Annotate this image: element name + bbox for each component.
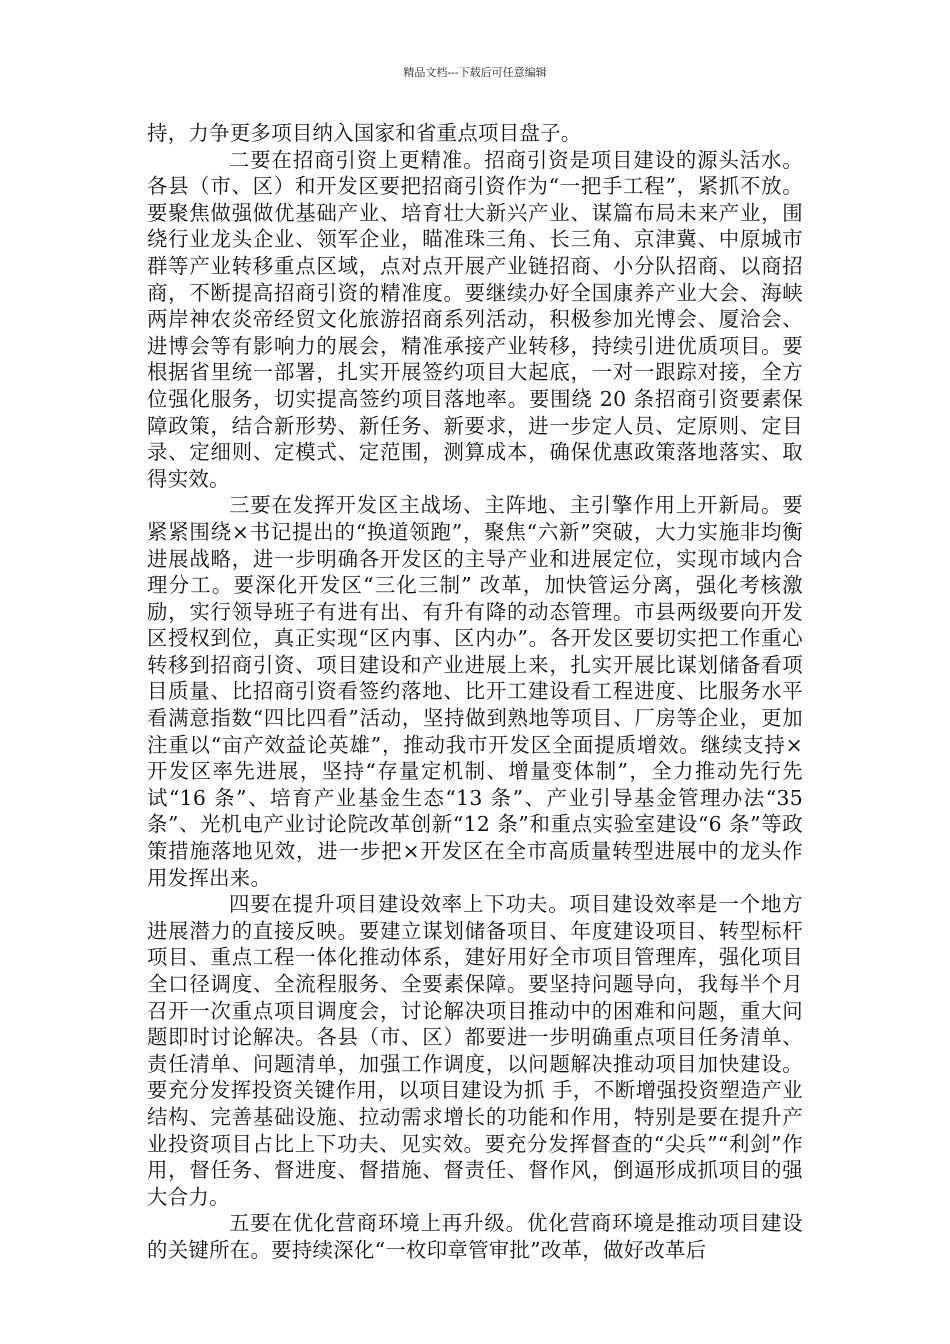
document-body <box>147 120 803 1264</box>
paragraph-business-environment: 五要在优化营商环境上再升级。优化营商环境是推动项目建设的关键所在。要持续深化“一枚印章管审批”改革，做好改革后 <box>147 1211 803 1262</box>
paragraph-continuation: 持，力争更多项目纳入国家和省重点项目盘子。 <box>147 121 582 145</box>
paragraph-project-efficiency: 四要在提升项目建设效率上下功夫。项目建设效率是一个地方进展潜力的直接反映。要建立谋划储备项目、年度建设项目、转型标杆项目、重点工程一体化推动体系，建好用好全市项目管理库，强化项目全口径调度、全流程服务、全要素保障。要坚持问题导向，我每半个月召开一次重点项目调度会，讨论解决项目推动中的困难和问题，重大问题即时讨论解决。各县（市、区）都要进一步明确重点项目任务清单、责任清单、问题清单，加强工作调度，以问题解决推动项目加快建设。要充分发挥投资关键作用，以项目建设为抓 手，不断增强投资塑造产业结构、完善基础设施、拉动需求增长的功能和作用，特别是要在提升产业投资项目占比上下功夫、见实效。要充分发挥督查的“尖兵”“利剑”作用，督任务、督进度、督措施、督责任、督作风，倒逼形成抓项目的强大合力。 <box>147 892 803 1209</box>
paragraph-investment-precision: 二要在招商引资上更精准。招商引资是项目建设的源头活水。各县（市、区）和开发区要把招商引资作为“一把手工程”，紧抓不放。要聚焦做强做优基础产业、培育壮大新兴产业、谋篇布局未来产业，围绕行业龙头企业、领军企业，瞄准珠三角、长三角、京津冀、中原城市群等产业转移重点区域，点对点开展产业链招商、小分队招商、以商招商，不断提高招商引资的精准度。要继续办好全国康养产业大会、海峡两岸神农炎帝经贸文化旅游招商系列活动，积极参加光博会、厦洽会、进博会等有影响力的展会，精准承接产业转移，持续引进优质项目。要根据省里统一部署，扎实开展签约项目大起底，一对一跟踪对接，全方位强化服务，切实提高签约项目落地率。要围绕 20 条招商引资要素保障政策，结合新形势、新任务、新要求，进一步定人员、定原则、定目录、定细则、定模式、定范围，测算成本，确保优惠政策落地落实、取得实效。 <box>147 147 803 491</box>
page-header: 精品文档---下载后可任意编辑 <box>403 66 547 79</box>
paragraph-development-zone: 三要在发挥开发区主战场、主阵地、主引擎作用上开新局。要紧紧围绕×书记提出的“换道领跑”，聚焦“六新”突破，大力实施非均衡进展战略，进一步明确各开发区的主导产业和进展定位，实现市域内合理分工。要深化开发区“三化三制” 改革，加快管运分离，强化考核激励，实行领导班子有进有出、有升有降的动态管理。市县两级要向开发区授权到位，真正实现“区内事、区内办”。各开发区要切实把工作重心转移到招商引资、项目建设和产业进展上来，扎实开展比谋划储备看项目质量、比招商引资看签约落地、比开工建设看工程进度、比服务水平看满意指数“四比四看”活动，坚持做到熟地等项目、厂房等企业，更加注重以“亩产效益论英雄”，推动我市开发区全面提质增效。继续支持×开发区率先进展，坚持“存量定机制、增量变体制”，全力推动先行先试“16 条”、培育产业基金生态“13 条”、产业引导基金管理办法“35 条”、光机电产业讨论院改革创新“12 条”和重点实验室建设“6 条”等政策措施落地见效，进一步把×开发区在全市高质量转型进展中的龙头作用发挥出来。 <box>147 493 803 890</box>
